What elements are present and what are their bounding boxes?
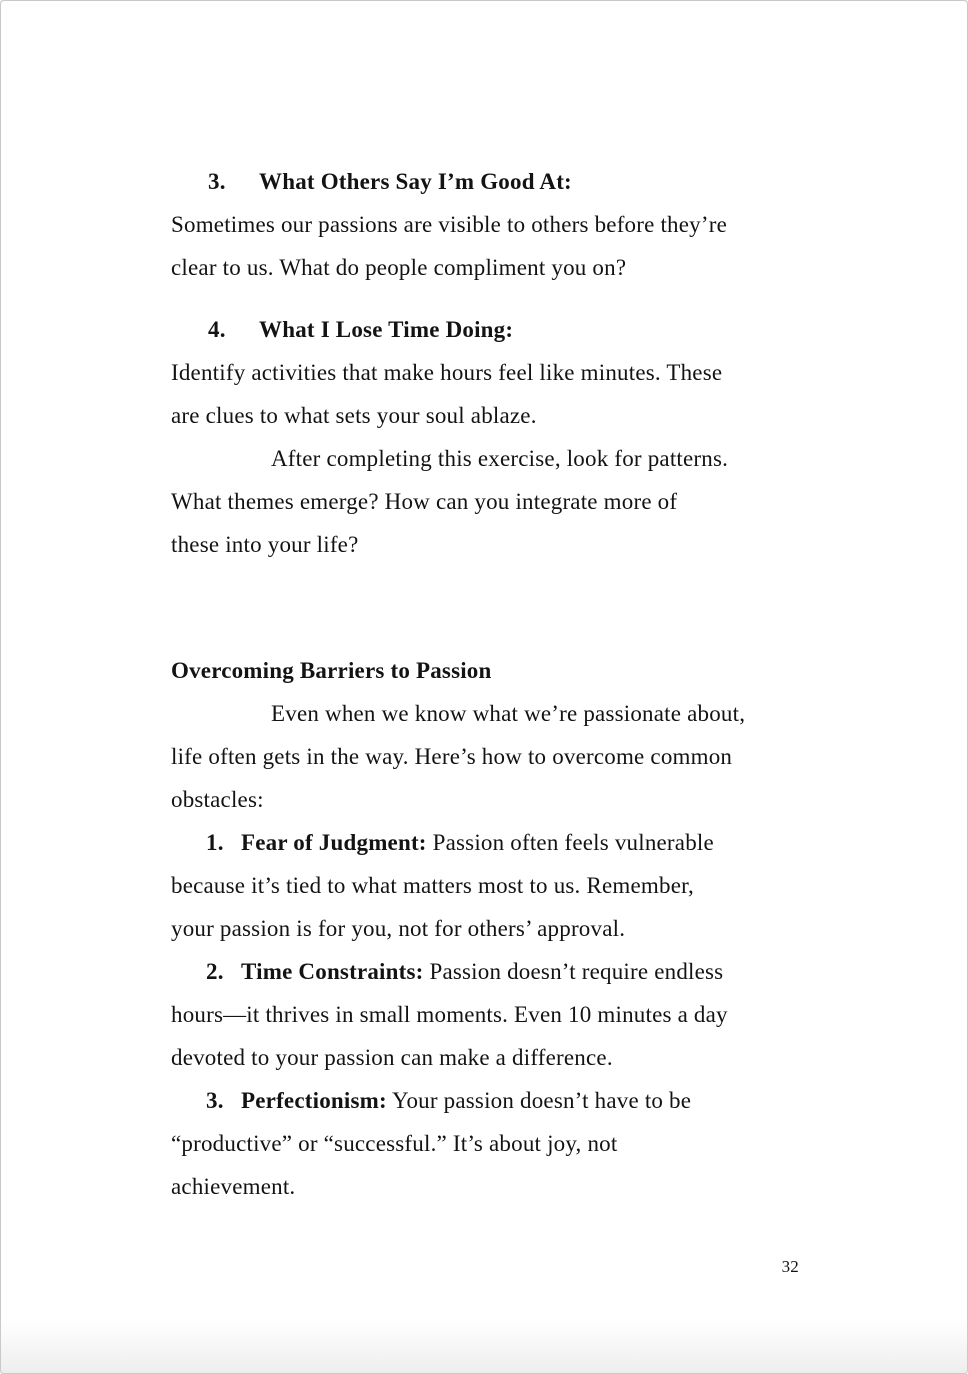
heading-number: 4. (208, 317, 226, 342)
list-item-number: 3. (206, 1088, 224, 1113)
list-item (171, 1079, 831, 1208)
list-item-first-line (171, 821, 831, 864)
section-heading: Overcoming Barriers to Passion (171, 658, 492, 683)
heading-number: 3. (208, 169, 226, 194)
list-item-line: your passion is for you, not for others’ approval. (171, 916, 626, 941)
list-item-line: “productive” or “successful.” It’s about joy, not (171, 1131, 618, 1156)
paragraph-line: life often gets in the way. Here’s how to overcome common (171, 744, 733, 769)
list-item (171, 950, 831, 1079)
paragraph-line: What themes emerge? How can you integrate more of (171, 489, 678, 514)
list-item-label: Perfectionism: (241, 1088, 387, 1113)
list-item (171, 821, 831, 950)
list-item-line: devoted to your passion can make a difference. (171, 1045, 613, 1070)
paragraph (171, 437, 831, 566)
list-item-label: Fear of Judgment: (241, 830, 427, 855)
page-content (171, 160, 831, 1208)
list-item-number: 2. (206, 959, 224, 984)
list-item-text: Passion doesn’t require endless (423, 959, 724, 984)
paragraph-line: these into your life? (171, 532, 359, 557)
list-item-first-line (171, 1079, 831, 1122)
list-item-text: Passion often feels vulnerable (426, 830, 714, 855)
list-item-line: hours—it thrives in small moments. Even 10 minutes a day (171, 1002, 728, 1027)
paragraph-line: Identify activities that make hours feel like minutes. These (171, 360, 723, 385)
paragraph-line: Sometimes our passions are visible to others before they’re (171, 212, 727, 237)
heading-text: What I Lose Time Doing: (259, 317, 514, 342)
paragraph (171, 692, 831, 821)
page-number: 32 (781, 1257, 799, 1276)
paragraph-line: are clues to what sets your soul ablaze. (171, 403, 537, 428)
list-item-number: 1. (206, 830, 224, 855)
paragraph (171, 203, 831, 289)
paragraph-line: clear to us. What do people compliment you on? (171, 255, 627, 280)
heading-text: What Others Say I’m Good At: (259, 169, 572, 194)
numbered-heading-3 (171, 160, 831, 203)
numbered-heading-4 (171, 308, 831, 351)
list-item-first-line (171, 950, 831, 993)
list-item-label: Time Constraints: (241, 959, 424, 984)
paragraph-line: After completing this exercise, look for patterns. (271, 446, 729, 471)
list-item-line: achievement. (171, 1174, 296, 1199)
list-item-line: because it’s tied to what matters most to us. Remember, (171, 873, 694, 898)
paragraph-line: Even when we know what we’re passionate about, (271, 701, 746, 726)
paragraph (171, 351, 831, 437)
list-item-text: Your passion doesn’t have to be (386, 1088, 692, 1113)
paragraph-line: obstacles: (171, 787, 264, 812)
